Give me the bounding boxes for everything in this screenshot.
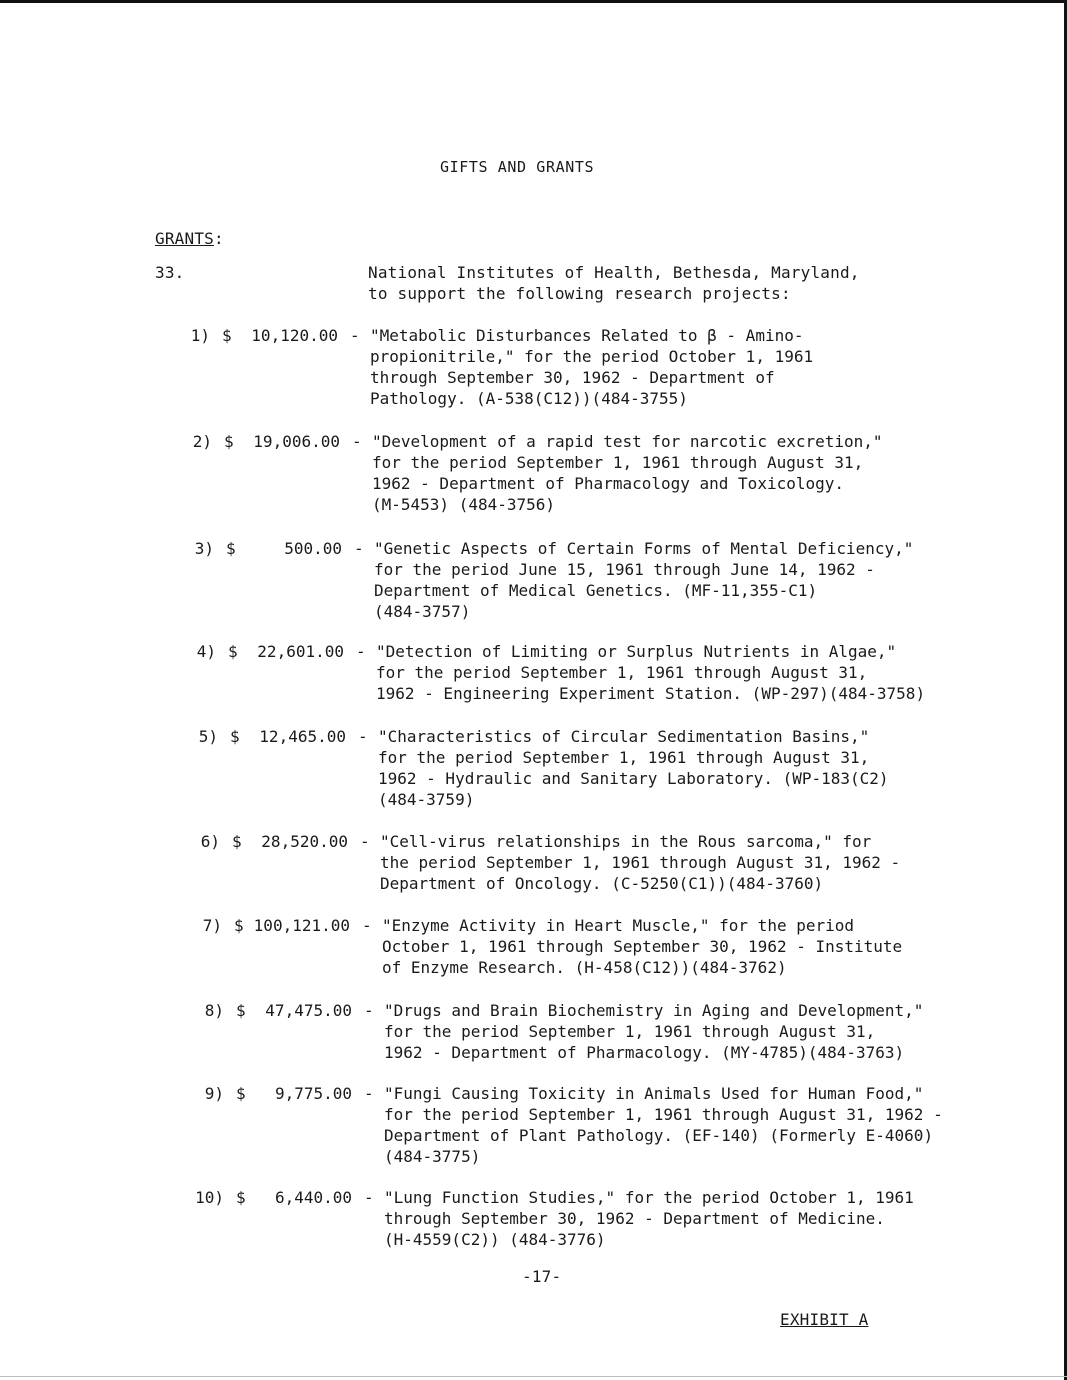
- grant-description-line: (M-5453) (484-3756): [372, 495, 556, 514]
- page-number: -17-: [522, 1267, 562, 1286]
- separator-dash: -: [358, 727, 368, 746]
- grant-description-line: for the period September 1, 1961 through August 31, 1962 -: [384, 1105, 943, 1124]
- grant-number: 7): [202, 916, 222, 935]
- grant-description-line: (484-3775): [384, 1147, 481, 1166]
- grant-number: 10): [195, 1188, 224, 1207]
- grantor-line: National Institutes of Health, Bethesda, Maryland,: [368, 263, 860, 282]
- grant-amount: 28,520.00: [261, 832, 348, 851]
- grant-description: [384, 1000, 923, 1063]
- item-number: 33.: [155, 263, 185, 282]
- grant-amount: 9,775.00: [274, 1084, 352, 1103]
- separator-dash: -: [364, 1001, 374, 1020]
- grant-number: 4): [196, 642, 216, 661]
- grant-description-line: through September 30, 1962 - Department of Medicine.: [384, 1209, 885, 1228]
- grant-amount: 500.00: [284, 539, 342, 558]
- grant-number: 8): [204, 1001, 224, 1020]
- separator-dash: -: [356, 642, 366, 661]
- grant-amount: 22,601.00: [257, 642, 344, 661]
- dollar-sign: $: [236, 1188, 246, 1207]
- grant-description-line: for the period September 1, 1961 through August 31,: [372, 453, 864, 472]
- grant-description-line: the period September 1, 1961 through August 31, 1962 -: [380, 853, 901, 872]
- grant-description-line: (H-4559(C2)) (484-3776): [384, 1230, 606, 1249]
- grant-description-line: for the period September 1, 1961 through August 31,: [378, 748, 870, 767]
- grant-number: 2): [192, 432, 212, 451]
- exhibit-label: EXHIBIT A: [780, 1310, 869, 1329]
- section-label-text: GRANTS: [155, 229, 214, 248]
- grant-description: [372, 431, 883, 515]
- page-title: GIFTS AND GRANTS: [440, 158, 595, 176]
- grant-description-line: through September 30, 1962 - Department of: [370, 368, 775, 387]
- grant-description-line: October 1, 1961 through September 30, 1962 - Institute: [382, 937, 903, 956]
- dollar-sign: $: [226, 539, 236, 558]
- grant-amount: 100,121.00: [253, 916, 350, 935]
- grant-description: [370, 325, 813, 409]
- separator-dash: -: [364, 1084, 374, 1103]
- grant-description-line: "Drugs and Brain Biochemistry in Aging and Development,": [384, 1001, 924, 1020]
- grant-description-line: 1962 - Hydraulic and Sanitary Laboratory. (WP-183(C2): [378, 769, 889, 788]
- grant-description: [384, 1187, 914, 1250]
- section-label-colon: :: [214, 229, 224, 248]
- grant-description-line: "Metabolic Disturbances Related to β - Amino-: [370, 326, 804, 345]
- grant-description: [374, 538, 913, 622]
- grant-description-line: for the period September 1, 1961 through August 31,: [376, 663, 868, 682]
- grant-description: [376, 641, 925, 704]
- dollar-sign: $: [228, 642, 238, 661]
- dollar-sign: $: [234, 916, 244, 935]
- grant-description-line: "Lung Function Studies," for the period October 1, 1961: [384, 1188, 914, 1207]
- dollar-sign: $: [236, 1001, 246, 1020]
- grant-number: 5): [198, 727, 218, 746]
- grant-description-line: of Enzyme Research. (H-458(C12))(484-3762): [382, 958, 787, 977]
- grantor-line: to support the following research projects:: [368, 284, 791, 303]
- grant-description-line: (484-3759): [378, 790, 475, 809]
- grant-description-line: "Development of a rapid test for narcotic excretion,": [372, 432, 883, 451]
- grant-amount: 6,440.00: [274, 1188, 352, 1207]
- grantor-description: [368, 262, 860, 304]
- separator-dash: -: [354, 539, 364, 558]
- grant-amount: 19,006.00: [253, 432, 340, 451]
- separator-dash: -: [362, 916, 372, 935]
- grant-amount: 12,465.00: [259, 727, 346, 746]
- separator-dash: -: [352, 432, 362, 451]
- grant-description-line: for the period June 15, 1961 through June 14, 1962 -: [374, 560, 875, 579]
- grant-description-line: propionitrile," for the period October 1, 1961: [370, 347, 814, 366]
- grant-description: [380, 831, 900, 894]
- grant-number: 9): [204, 1084, 224, 1103]
- grant-amount: 10,120.00: [251, 326, 338, 345]
- grant-description-line: (484-3757): [374, 602, 471, 621]
- grant-description: [378, 726, 889, 810]
- dollar-sign: $: [232, 832, 242, 851]
- grant-description: [382, 915, 902, 978]
- grant-description-line: Pathology. (A-538(C12))(484-3755): [370, 389, 688, 408]
- grant-amount: 47,475.00: [265, 1001, 352, 1020]
- separator-dash: -: [350, 326, 360, 345]
- section-label: [155, 228, 224, 249]
- separator-dash: -: [364, 1188, 374, 1207]
- grant-description-line: 1962 - Department of Pharmacology. (MY-4785)(484-3763): [384, 1043, 905, 1062]
- grant-description-line: Department of Oncology. (C-5250(C1))(484-3760): [380, 874, 824, 893]
- grant-description-line: "Characteristics of Circular Sedimentation Basins,": [378, 727, 870, 746]
- dollar-sign: $: [222, 326, 232, 345]
- grant-description-line: "Genetic Aspects of Certain Forms of Mental Deficiency,": [374, 539, 914, 558]
- grant-description-line: "Fungi Causing Toxicity in Animals Used for Human Food,": [384, 1084, 924, 1103]
- grant-description: [384, 1083, 943, 1167]
- grant-description-line: "Detection of Limiting or Surplus Nutrients in Algae,": [376, 642, 897, 661]
- dollar-sign: $: [230, 727, 240, 746]
- grant-description-line: for the period September 1, 1961 through August 31,: [384, 1022, 876, 1041]
- grant-description-line: Department of Medical Genetics. (MF-11,355-C1): [374, 581, 818, 600]
- grant-description-line: "Cell-virus relationships in the Rous sarcoma," for: [380, 832, 872, 851]
- grant-number: 1): [190, 326, 210, 345]
- grant-number: 3): [194, 539, 214, 558]
- separator-dash: -: [360, 832, 370, 851]
- grant-description-line: "Enzyme Activity in Heart Muscle," for the period: [382, 916, 855, 935]
- dollar-sign: $: [224, 432, 234, 451]
- grant-description-line: Department of Plant Pathology. (EF-140) (Formerly E-4060): [384, 1126, 934, 1145]
- grant-description-line: 1962 - Engineering Experiment Station. (WP-297)(484-3758): [376, 684, 926, 703]
- dollar-sign: $: [236, 1084, 246, 1103]
- grant-number: 6): [200, 832, 220, 851]
- bottom-rule: [0, 1376, 1067, 1377]
- grant-description-line: 1962 - Department of Pharmacology and Toxicology.: [372, 474, 845, 493]
